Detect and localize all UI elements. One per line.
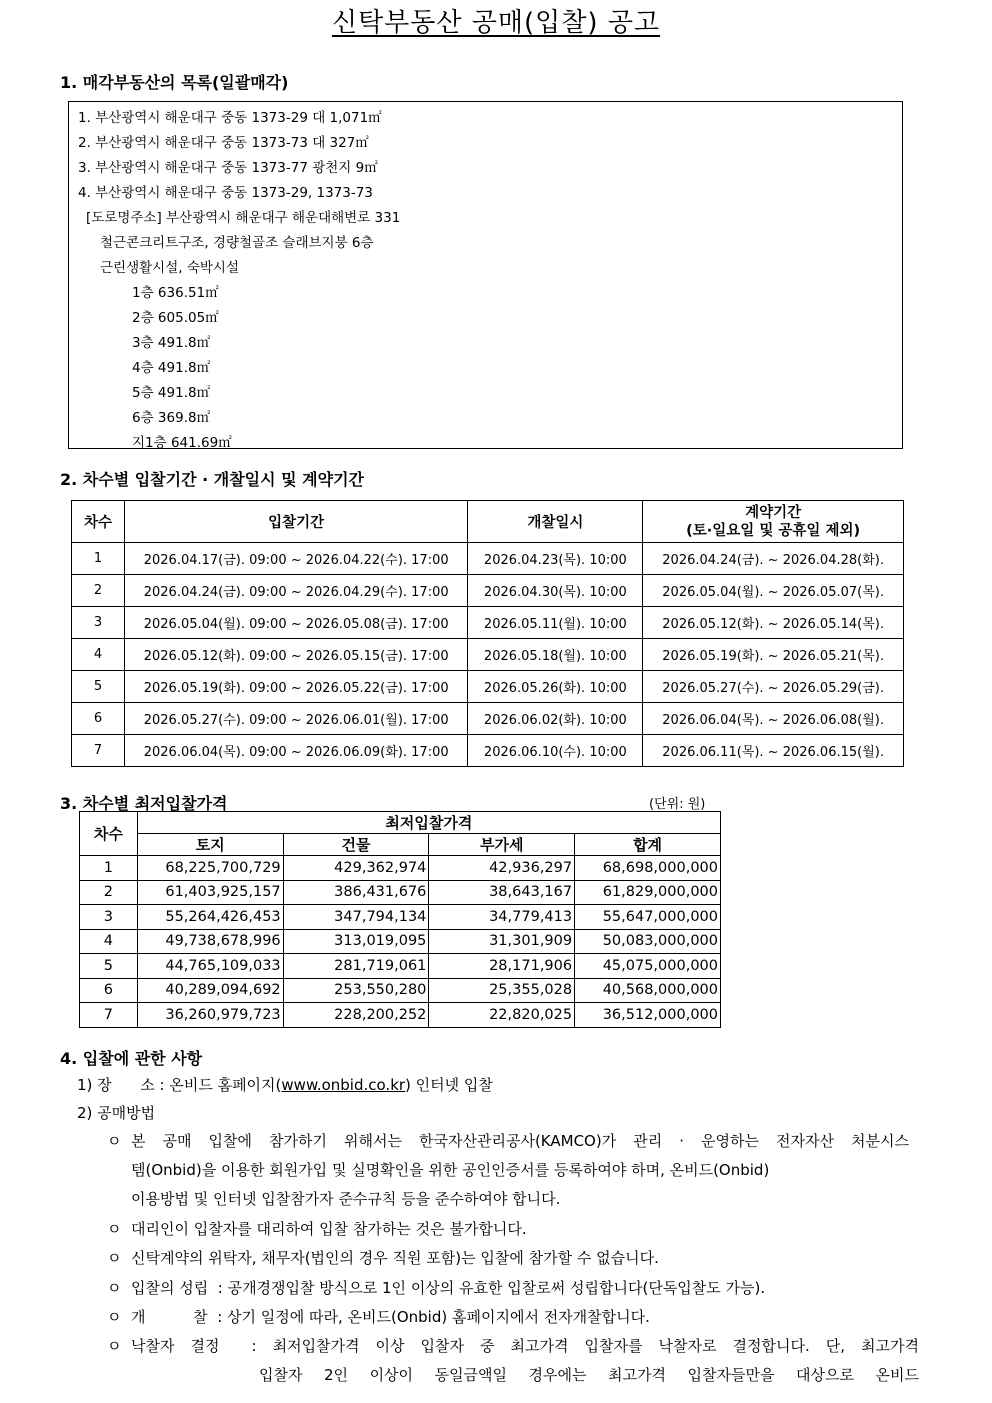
- col-header-building: 건물: [283, 834, 429, 856]
- contract-cell: 2026.06.04(목). ~ 2026.06.08(월).: [643, 703, 904, 735]
- land-cell: 49,738,678,996: [137, 929, 283, 954]
- vat-cell: 34,779,413: [429, 905, 575, 930]
- open-cell: 2026.06.02(화). 10:00: [468, 703, 643, 735]
- bullet-6-line: 입찰자 2인 이상이 동일금액일 경우에는 최고가격 입찰자들만을 대상으로 온비드: [259, 1366, 919, 1384]
- bullet-icon: ㅇ: [107, 1249, 122, 1267]
- round-cell: 2: [80, 880, 138, 905]
- bullet-1-line: 템(Onbid)을 이용한 회원가입 및 실명확인을 위한 공인인증서를 등록하여야 하며, 온비드(Onbid): [131, 1161, 770, 1179]
- round-cell: 1: [80, 856, 138, 881]
- vat-cell: 22,820,025: [429, 1003, 575, 1028]
- contract-header-line1: 계약기간: [745, 504, 802, 521]
- bullet-1-line: 이용방법 및 인터넷 입찰참가자 준수규칙 등을 준수하여야 합니다.: [131, 1190, 561, 1208]
- contract-cell: 2026.05.19(화). ~ 2026.05.21(목).: [643, 639, 904, 671]
- contract-cell: 2026.05.04(월). ~ 2026.05.07(목).: [643, 575, 904, 607]
- building-cell: 313,019,095: [283, 929, 429, 954]
- floor-area: 4층 491.8㎡: [132, 360, 211, 376]
- contract-cell: 2026.06.11(목). ~ 2026.06.15(월).: [643, 735, 904, 767]
- open-cell: 2026.05.11(월). 10:00: [468, 607, 643, 639]
- total-cell: 50,083,000,000: [575, 929, 721, 954]
- property-line: 3. 부산광역시 해운대구 중동 1373-77 광천지 9㎡: [78, 160, 378, 176]
- vat-cell: 38,643,167: [429, 880, 575, 905]
- road-address: [도로명주소] 부산광역시 해운대구 해운대해변로 331: [86, 210, 401, 226]
- land-cell: 44,765,109,033: [137, 954, 283, 979]
- table-header-row: [80, 834, 721, 856]
- col-header-land: 토지: [137, 834, 283, 856]
- bullet-2-text: 대리인이 입찰자를 대리하여 입찰 참가하는 것은 불가합니다.: [131, 1220, 527, 1238]
- table-header-row: [72, 501, 904, 543]
- price-table: [79, 811, 721, 1028]
- vat-cell: 31,301,909: [429, 929, 575, 954]
- vat-cell: 42,936,297: [429, 856, 575, 881]
- col-header-round: 차수: [72, 501, 125, 543]
- table-row: [80, 929, 721, 954]
- page-title: 신탁부동산 공매(입찰) 공고: [331, 8, 661, 38]
- col-header-bid-period: 입찰기간: [124, 501, 468, 543]
- property-list-box: [68, 101, 903, 449]
- round-cell: 3: [80, 905, 138, 930]
- total-cell: 61,829,000,000: [575, 880, 721, 905]
- table-row: [72, 671, 904, 703]
- contract-header-line2: (토·일요일 및 공휴일 제외): [686, 522, 861, 539]
- total-cell: 40,568,000,000: [575, 978, 721, 1003]
- table-row: [72, 575, 904, 607]
- land-cell: 68,225,700,729: [137, 856, 283, 881]
- round-cell: 4: [80, 929, 138, 954]
- vat-cell: 28,171,906: [429, 954, 575, 979]
- contract-cell: 2026.05.12(화). ~ 2026.05.14(목).: [643, 607, 904, 639]
- bid-cell: 2026.04.24(금). 09:00 ~ 2026.04.29(수). 17:00: [124, 575, 468, 607]
- open-cell: 2026.05.18(월). 10:00: [468, 639, 643, 671]
- bullet-icon: ㅇ: [107, 1132, 122, 1150]
- location-label: 1) 장 소 : 온비드 홈페이지(: [77, 1076, 282, 1094]
- building-cell: 429,362,974: [283, 856, 429, 881]
- land-cell: 61,403,925,157: [137, 880, 283, 905]
- floor-area: 3층 491.8㎡: [132, 335, 211, 351]
- bullet-6-line: 낙찰자 결정 : 최저입찰가격 이상 입찰자 중 최고가격 입찰자를 낙찰자로 결정합니다. 단, 최고가격: [131, 1337, 919, 1355]
- table-row: [80, 978, 721, 1003]
- building-use: 근린생활시설, 숙박시설: [100, 260, 239, 276]
- total-cell: 45,075,000,000: [575, 954, 721, 979]
- property-line: 1. 부산광역시 해운대구 중동 1373-29 대 1,071㎡: [78, 110, 382, 126]
- section-1-heading: 1. 매각부동산의 목록(일괄매각): [60, 73, 289, 92]
- floor-area: 5층 491.8㎡: [132, 385, 211, 401]
- table-row: [80, 954, 721, 979]
- bullet-icon: ㅇ: [107, 1220, 122, 1238]
- land-cell: 55,264,426,453: [137, 905, 283, 930]
- round-cell: 6: [72, 703, 125, 735]
- floor-area: 2층 605.05㎡: [132, 310, 219, 326]
- vat-cell: 25,355,028: [429, 978, 575, 1003]
- round-cell: 5: [72, 671, 125, 703]
- property-line: 4. 부산광역시 해운대구 중동 1373-29, 1373-73: [78, 185, 373, 201]
- building-cell: 347,794,134: [283, 905, 429, 930]
- section-3-heading: 3. 차수별 최저입찰가격: [60, 794, 228, 813]
- table-row: [72, 639, 904, 671]
- round-cell: 4: [72, 639, 125, 671]
- round-cell: 6: [80, 978, 138, 1003]
- table-row: [72, 703, 904, 735]
- col-header-opening: 개찰일시: [468, 501, 643, 543]
- property-line: 2. 부산광역시 해운대구 중동 1373-73 대 327㎡: [78, 135, 369, 151]
- building-cell: 228,200,252: [283, 1003, 429, 1028]
- round-cell: 7: [72, 735, 125, 767]
- table-row: [72, 607, 904, 639]
- table-row: [80, 856, 721, 881]
- round-cell: 2: [72, 575, 125, 607]
- section-4-heading: 4. 입찰에 관한 사항: [60, 1049, 203, 1068]
- floor-area: 지1층 641.69㎡: [132, 435, 232, 451]
- round-cell: 1: [72, 543, 125, 575]
- total-cell: 68,698,000,000: [575, 856, 721, 881]
- contract-cell: 2026.04.24(금). ~ 2026.04.28(화).: [643, 543, 904, 575]
- location-tail: ) 인터넷 입찰: [405, 1076, 493, 1094]
- bullet-1-line: 본 공매 입찰에 참가하기 위해서는 한국자산관리공사(KAMCO)가 관리 · 운영하는 전자자산 처분시스: [131, 1132, 909, 1150]
- open-cell: 2026.04.23(목). 10:00: [468, 543, 643, 575]
- unit-label: (단위: 원): [649, 797, 706, 812]
- open-cell: 2026.04.30(목). 10:00: [468, 575, 643, 607]
- bullet-3-text: 신탁계약의 위탁자, 채무자(법인의 경우 직원 포함)는 입찰에 참가할 수 없습니다.: [131, 1249, 659, 1267]
- bid-cell: 2026.05.12(화). 09:00 ~ 2026.05.15(금). 17:00: [124, 639, 468, 671]
- table-row: [80, 880, 721, 905]
- total-cell: 36,512,000,000: [575, 1003, 721, 1028]
- building-structure: 철근콘크리트구조, 경량철골조 슬래브지붕 6층: [100, 235, 374, 251]
- table-row: [72, 543, 904, 575]
- table-header-row: [80, 812, 721, 834]
- land-cell: 40,289,094,692: [137, 978, 283, 1003]
- bullet-4-text: 입찰의 성립 : 공개경쟁입찰 방식으로 1인 이상의 유효한 입찰로써 성립합니다(단독입찰도 가능).: [131, 1279, 766, 1297]
- building-cell: 253,550,280: [283, 978, 429, 1003]
- bullet-icon: ㅇ: [107, 1308, 122, 1326]
- building-cell: 281,719,061: [283, 954, 429, 979]
- schedule-table: [71, 500, 904, 767]
- round-cell: 3: [72, 607, 125, 639]
- table-row: [80, 905, 721, 930]
- round-cell: 5: [80, 954, 138, 979]
- table-row: [72, 735, 904, 767]
- open-cell: 2026.06.10(수). 10:00: [468, 735, 643, 767]
- bullet-icon: ㅇ: [107, 1337, 122, 1355]
- floor-area: 6층 369.8㎡: [132, 410, 211, 426]
- contract-cell: 2026.05.27(수). ~ 2026.05.29(금).: [643, 671, 904, 703]
- table-row: [80, 1003, 721, 1028]
- onbid-link[interactable]: www.onbid.co.kr: [281, 1076, 406, 1094]
- bid-cell: 2026.05.19(화). 09:00 ~ 2026.05.22(금). 17:00: [124, 671, 468, 703]
- round-cell: 7: [80, 1003, 138, 1028]
- location-item: [77, 1074, 493, 1095]
- bullet-5-text: 개 찰 : 상기 일정에 따라, 온비드(Onbid) 홈페이지에서 전자개찰합니다.: [131, 1308, 650, 1326]
- floor-area: 1층 636.51㎡: [132, 285, 219, 301]
- open-cell: 2026.05.26(화). 10:00: [468, 671, 643, 703]
- col-header-total: 합계: [575, 834, 721, 856]
- bid-cell: 2026.06.04(목). 09:00 ~ 2026.06.09(화). 17:00: [124, 735, 468, 767]
- bid-cell: 2026.05.27(수). 09:00 ~ 2026.06.01(월). 17:00: [124, 703, 468, 735]
- col-header-min-price: 최저입찰가격: [137, 812, 720, 834]
- col-header-round: 차수: [80, 812, 138, 856]
- building-cell: 386,431,676: [283, 880, 429, 905]
- bid-cell: 2026.05.04(월). 09:00 ~ 2026.05.08(금). 17:00: [124, 607, 468, 639]
- bid-cell: 2026.04.17(금). 09:00 ~ 2026.04.22(수). 17:00: [124, 543, 468, 575]
- total-cell: 55,647,000,000: [575, 905, 721, 930]
- bullet-icon: ㅇ: [107, 1279, 122, 1297]
- land-cell: 36,260,979,723: [137, 1003, 283, 1028]
- section-2-heading: 2. 차수별 입찰기간 · 개찰일시 및 계약기간: [60, 470, 365, 489]
- method-item: 2) 공매방법: [77, 1104, 156, 1122]
- col-header-contract: [643, 501, 904, 543]
- col-header-vat: 부가세: [429, 834, 575, 856]
